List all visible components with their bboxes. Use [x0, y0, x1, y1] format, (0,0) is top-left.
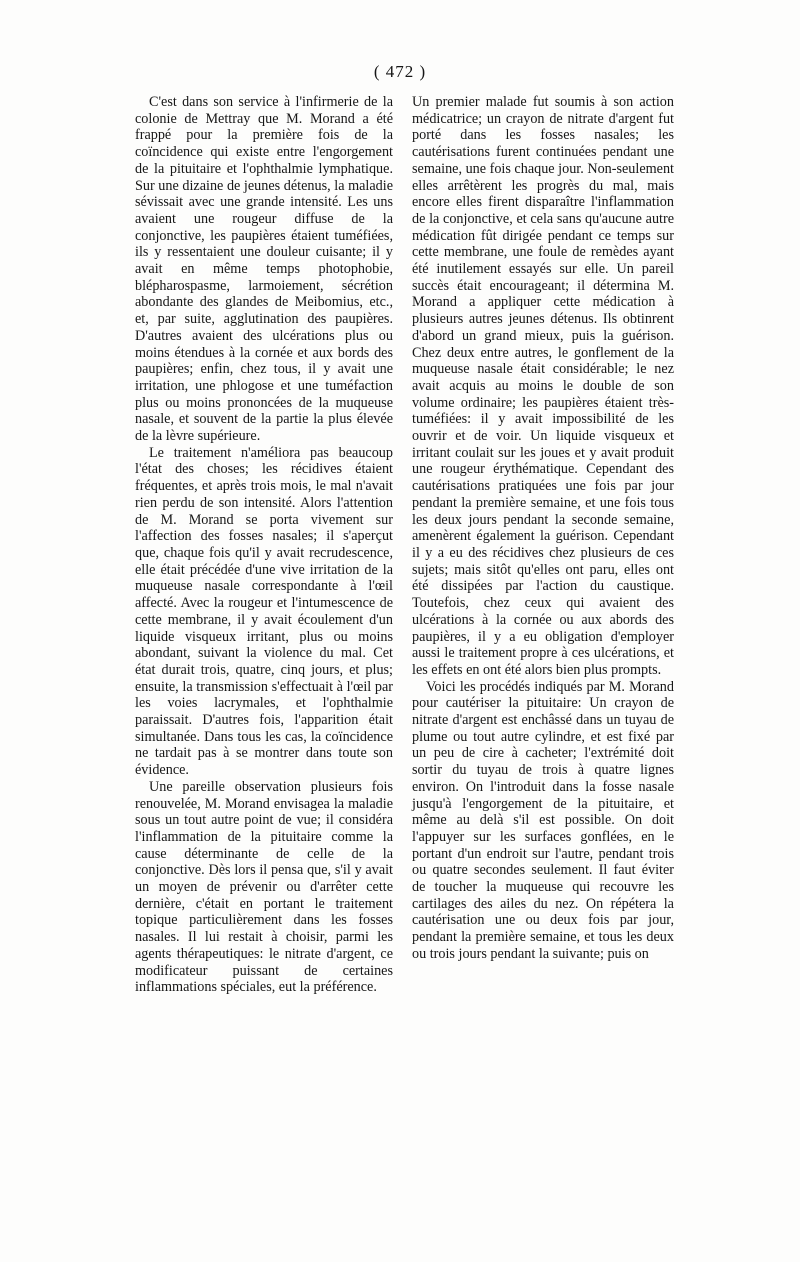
page-number: ( 472 ) — [373, 62, 427, 81]
paragraph: C'est dans son service à l'infirmerie de la colonie de Mettray que M. Morand a été frappé pour la première fois de la coïncidence qui existe entre l'engorgement de la pituitaire et l'ophthalmie lymphatique. Sur une dizaine de jeunes détenus, la maladie sévissait avec une grande intensité. Les uns avaient une rougeur diffuse de la conjonctive, les paupières étaient tuméfiées, ils y ressentaient une douleur cuisante; il y avait en même temps photophobie, blépharospasme, larmoiement, sécrétion abondante des glandes de Meibomius, etc., et, par suite, agglutination des paupières. D'autres avaient des ulcérations plus ou moins étendues à la cornée et aux bords des paupières; enfin, chez tous, il y avait une irritation, une phlogose et une tuméfaction plus ou moins prononcées de la muqueuse nasale, et souvent de la partie la plus élevée de la lèvre supérieure. — [135, 94, 393, 445]
paragraph: Une pareille observation plusieurs fois renouvelée, M. Morand envisagea la maladie sous un tout autre point de vue; il considéra l'inflammation de la pituitaire comme la cause déterminante de celle de la conjonctive. Dès lors il pensa que, s'il y avait un moyen de prévenir ou d'arrêter cette dernière, c'était en portant le traitement topique particulièrement dans les fosses nasales. Il lui restait à choisir, parmi les agents thérapeutiques: le nitrate d'argent, ce modificateur puissant de certaines inflammations spéciales, eut la préférence. — [135, 778, 393, 996]
paragraph: Un premier malade fut soumis à son action médicatrice; un crayon de nitrate d'argent fut porté dans les fosses nasales; les cautérisations furent continuées pendant une semaine, une fois chaque jour. Non-seulement elles arrêtèrent les progrès du mal, mais encore elles firent disparaître l'inflammation de la conjonctive, et cela sans qu'aucune autre médication fût dirigée pendant ce temps sur cette membrane, une foule de remèdes ayant été inutilement essayés sur elle. Un pareil succès était encourageant; il détermina M. Morand a appliquer cette médication à plusieurs autres jeunes détenus. Ils obtinrent d'abord un grand mieux, puis la guérison. Chez deux entre autres, le gonflement de la muqueuse nasale était considérable; le nez avait acquis au moins le double de son volume ordinaire; les paupières étaient très-tuméfiées: il y avait impossibilité de les ouvrir et de voir. Un liquide visqueux et irritant coulait sur les joues et y avait produit une rougeur érythématique. Cependant des cautérisations pratiquées une fois par jour pendant la première semaine, et une fois tous les deux jours pendant la seconde semaine, amenèrent également la guérison. Cependant il y a eu des récidives chez plusieurs de ces sujets; mais sitôt qu'elles ont paru, elles ont été dissipées par l'action du caustique. Toutefois, chez ceux qui avaient des ulcérations à la cornée ou aux abords des paupières, il y a eu obligation d'employer aussi le traitement propre à ces ulcérations, et les effets en ont été alors bien plus prompts. — [412, 94, 674, 678]
paragraph: Voici les procédés indiqués par M. Morand pour cautériser la pituitaire: Un crayon de nitrate d'argent est enchâssé dans un tuyau de plume ou tout autre cylindre, et est fixé par un peu de cire à cacheter; l'extrémité doit sortir du tuyau de trois à quatre lignes environ. On l'introduit dans la fosse nasale jusqu'à l'engorgement de la pituitaire, et même au delà s'il est possible. On doit l'appuyer sur les surfaces gonflées, en le portant d'un endroit sur l'autre, pendant trois ou quatre secondes seulement. Il faut éviter de toucher la muqueuse qui recouvre les cartilages des ailes du nez. On répétera la cautérisation une ou deux fois par jour, pendant la première semaine, et tous les deux ou trois jours pendant la suivante; puis on — [412, 678, 674, 962]
paragraph: Le traitement n'améliora pas beaucoup l'état des choses; les récidives étaient fréquentes, et après trois mois, le mal n'avait rien perdu de son intensité. Alors l'attention de M. Morand se porta vivement sur l'affection des fosses nasales; il s'aperçut que, chaque fois qu'il y avait recrudescence, elle était précédée d'une vive irritation de la muqueuse nasale correspondante à l'œil affecté. Avec la rougeur et l'intumescence de cette membrane, il y avait écoulement d'un liquide visqueux irritant, plus ou moins abondant, suivant la violence du mal. Cet état durait trois, quatre, cinq jours, et plus; ensuite, la transmission s'effectuait à l'œil par les voies lacrymales, et l'ophthalmie paraissait. D'autres fois, l'apparition était simultanée. Dans tous les cas, la coïncidence ne tardait pas à se montrer dans toute son évidence. — [135, 444, 393, 779]
left-column — [135, 94, 393, 996]
right-column — [412, 94, 674, 963]
